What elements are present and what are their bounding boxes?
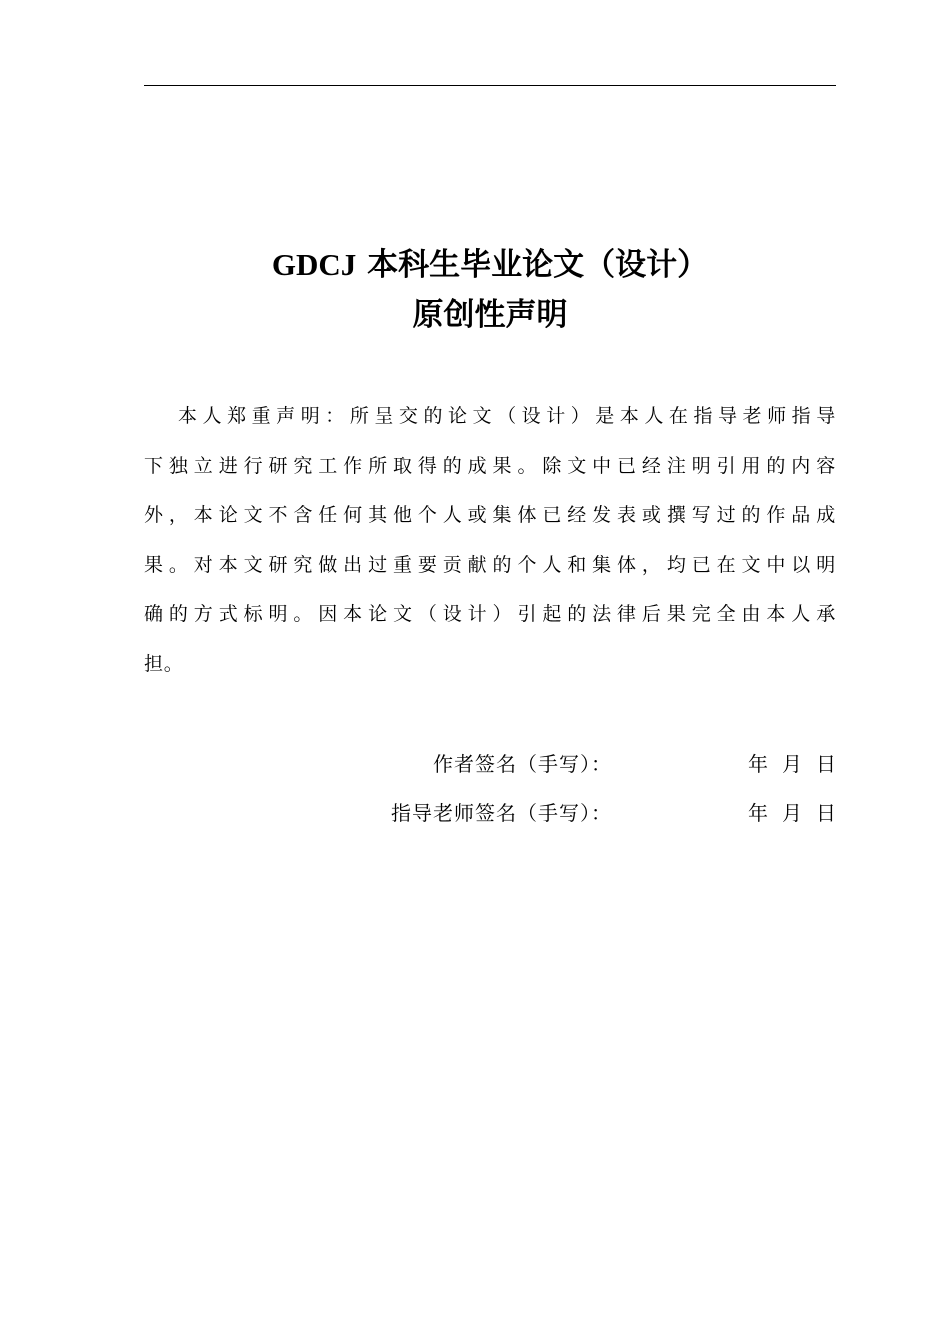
body-line: 确的方式标明。因本论文（设计）引起的法律后果完全由本人承 bbox=[144, 603, 836, 625]
date-month: 月 bbox=[782, 801, 802, 825]
declaration-body bbox=[144, 392, 836, 689]
date-day: 日 bbox=[816, 752, 836, 776]
date-day: 日 bbox=[816, 801, 836, 825]
body-line: 外，本论文不含任何其他个人或集体已经发表或撰写过的作品成 bbox=[144, 504, 836, 526]
title-latin: GDCJ bbox=[271, 247, 357, 282]
declaration-title bbox=[144, 240, 836, 340]
advisor-signature-date bbox=[734, 793, 836, 833]
author-signature-row bbox=[144, 744, 836, 784]
date-year: 年 bbox=[748, 801, 768, 825]
body-line: 下独立进行研究工作所取得的成果。除文中已经注明引用的内容 bbox=[144, 454, 836, 477]
title-line-1 bbox=[144, 240, 836, 290]
date-year: 年 bbox=[748, 752, 768, 776]
title-cjk: 本科生毕业论文（设计） bbox=[356, 247, 709, 283]
body-line: 果。对本文研究做出过重要贡献的个人和集体，均已在文中以明 bbox=[144, 553, 836, 576]
author-signature-date bbox=[734, 744, 836, 784]
title-line-2: 原创性声明 bbox=[412, 297, 568, 333]
advisor-signature-row bbox=[144, 793, 836, 833]
body-line: 本人郑重声明：所呈交的论文（设计）是本人在指导老师指导 bbox=[178, 405, 836, 427]
body-line: 担。 bbox=[144, 652, 184, 675]
advisor-signature-label: 指导老师签名（手写）： bbox=[391, 801, 612, 825]
header-rule bbox=[144, 85, 836, 86]
author-signature-label: 作者签名（手写）： bbox=[433, 752, 612, 776]
date-month: 月 bbox=[782, 752, 802, 776]
